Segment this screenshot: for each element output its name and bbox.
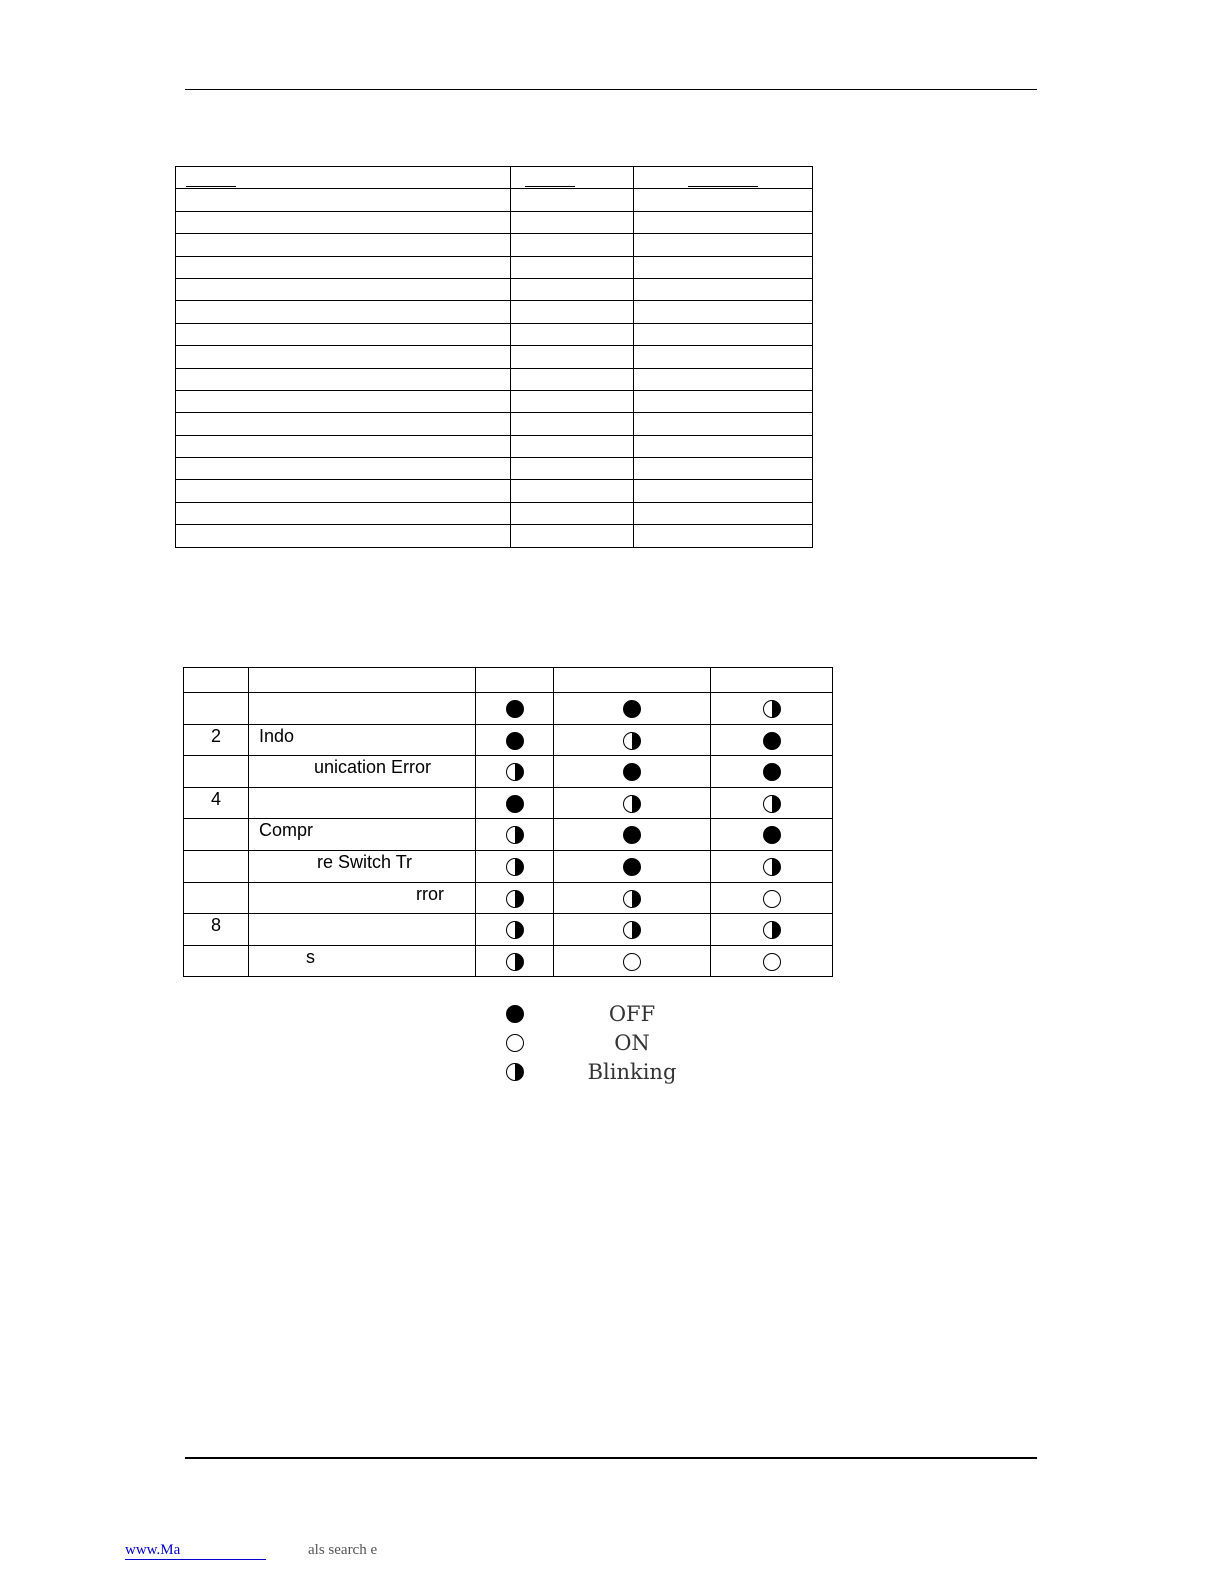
spec-cell	[176, 211, 511, 233]
led-cell	[554, 882, 711, 914]
header-underline	[688, 186, 758, 187]
error-code-table	[183, 667, 833, 977]
spec-cell	[634, 256, 813, 278]
spec-cell	[511, 502, 634, 524]
legend-on-label: ON	[614, 1031, 650, 1055]
error-description-cell: s	[249, 945, 476, 977]
spec-table-row	[176, 278, 813, 300]
led-cell	[711, 819, 833, 851]
spec-cell	[634, 301, 813, 323]
led-blinking-icon	[623, 921, 641, 939]
led-cell	[476, 756, 554, 788]
led-off-icon	[506, 795, 524, 813]
led-blinking-icon	[763, 700, 781, 718]
led-off-icon	[763, 763, 781, 781]
spec-table-row	[176, 301, 813, 323]
footer-rule	[185, 1457, 1037, 1459]
spec-table-row	[176, 234, 813, 256]
error-table-row	[184, 850, 833, 882]
led-cell	[711, 756, 833, 788]
led-cell	[476, 882, 554, 914]
error-number-cell: 2	[184, 724, 249, 756]
spec-cell	[634, 458, 813, 480]
led-blinking-icon	[506, 890, 524, 908]
led-blinking-icon	[506, 953, 524, 971]
spec-cell	[511, 368, 634, 390]
spec-cell	[511, 211, 634, 233]
footer-link[interactable]: www.Ma	[125, 1542, 266, 1560]
error-description-cell: rror	[249, 882, 476, 914]
error-table-header-row	[184, 668, 833, 693]
led-blinking-icon	[623, 890, 641, 908]
footer-text: als search e	[308, 1542, 378, 1558]
led-cell	[476, 693, 554, 725]
spec-cell	[634, 323, 813, 345]
error-table-row	[184, 819, 833, 851]
header-cell	[249, 668, 476, 693]
header-cell	[711, 668, 833, 693]
spec-cell	[511, 234, 634, 256]
spec-table-row	[176, 525, 813, 547]
led-blinking-icon	[506, 763, 524, 781]
led-cell	[554, 945, 711, 977]
spec-cell	[176, 278, 511, 300]
led-off-icon	[506, 1005, 524, 1023]
spec-cell	[511, 323, 634, 345]
header-underline	[525, 186, 575, 187]
spec-cell	[176, 301, 511, 323]
spec-table-row	[176, 346, 813, 368]
header-cell	[554, 668, 711, 693]
spec-cell	[511, 458, 634, 480]
error-description-cell	[249, 787, 476, 819]
spec-cell	[176, 323, 511, 345]
led-cell	[711, 850, 833, 882]
led-blinking-icon	[506, 1063, 524, 1081]
led-on-icon	[763, 890, 781, 908]
error-number-cell	[184, 882, 249, 914]
spec-cell	[634, 390, 813, 412]
spec-header-cell	[511, 167, 634, 189]
spec-cell	[176, 413, 511, 435]
led-cell	[554, 819, 711, 851]
spec-cell	[634, 502, 813, 524]
led-off-icon	[763, 826, 781, 844]
led-blinking-icon	[623, 795, 641, 813]
error-number-cell	[184, 945, 249, 977]
led-cell	[554, 850, 711, 882]
spec-cell	[634, 346, 813, 368]
spec-cell	[176, 525, 511, 547]
legend-off-label: OFF	[608, 1002, 656, 1026]
spec-table-row	[176, 390, 813, 412]
led-blinking-icon	[763, 858, 781, 876]
error-table-row	[184, 914, 833, 946]
header-underline	[186, 186, 236, 187]
led-cell	[554, 693, 711, 725]
spec-table-row	[176, 435, 813, 457]
led-cell	[476, 914, 554, 946]
led-cell	[476, 787, 554, 819]
error-description-cell	[249, 914, 476, 946]
spec-header-cell	[634, 167, 813, 189]
error-number-cell	[184, 850, 249, 882]
spec-cell	[634, 211, 813, 233]
spec-cell	[511, 256, 634, 278]
spec-cell	[176, 390, 511, 412]
spec-cell	[634, 435, 813, 457]
error-table-row	[184, 882, 833, 914]
led-cell	[711, 724, 833, 756]
spec-cell	[511, 189, 634, 211]
spec-cell	[176, 458, 511, 480]
led-off-icon	[623, 763, 641, 781]
spec-cell	[511, 278, 634, 300]
led-cell	[554, 756, 711, 788]
spec-cell	[176, 256, 511, 278]
spec-cell	[176, 346, 511, 368]
spec-table-row	[176, 480, 813, 502]
led-blinking-icon	[763, 795, 781, 813]
spec-header-cell	[176, 167, 511, 189]
spec-cell	[634, 368, 813, 390]
spec-table-row	[176, 502, 813, 524]
spec-cell	[511, 435, 634, 457]
led-cell	[554, 914, 711, 946]
spec-cell	[511, 525, 634, 547]
led-on-icon	[623, 953, 641, 971]
error-number-cell	[184, 756, 249, 788]
led-off-icon	[623, 700, 641, 718]
error-number-cell: 4	[184, 787, 249, 819]
header-cell	[184, 668, 249, 693]
spec-cell	[634, 480, 813, 502]
spec-table-row	[176, 458, 813, 480]
led-cell	[554, 724, 711, 756]
led-cell	[711, 693, 833, 725]
led-off-icon	[763, 732, 781, 750]
spec-cell	[176, 480, 511, 502]
spec-table	[175, 166, 813, 548]
spec-cell	[511, 480, 634, 502]
spec-cell	[634, 413, 813, 435]
spec-table-row	[176, 189, 813, 211]
spec-cell	[511, 301, 634, 323]
spec-cell	[176, 189, 511, 211]
error-table-row	[184, 787, 833, 819]
led-cell	[711, 914, 833, 946]
error-table-row	[184, 756, 833, 788]
error-number-cell: 8	[184, 914, 249, 946]
spec-cell	[176, 368, 511, 390]
spec-cell	[176, 435, 511, 457]
led-off-icon	[506, 732, 524, 750]
led-on-icon	[763, 953, 781, 971]
legend-blinking-label: Blinking	[587, 1060, 677, 1084]
led-blinking-icon	[506, 921, 524, 939]
led-cell	[476, 819, 554, 851]
spec-cell	[634, 234, 813, 256]
header-cell	[476, 668, 554, 693]
error-number-cell	[184, 693, 249, 725]
spec-cell	[634, 278, 813, 300]
error-table-row	[184, 724, 833, 756]
spec-cell	[176, 502, 511, 524]
error-table-row	[184, 693, 833, 725]
spec-cell	[511, 346, 634, 368]
led-off-icon	[623, 826, 641, 844]
spec-cell	[634, 189, 813, 211]
led-cell	[711, 882, 833, 914]
spec-table-row	[176, 413, 813, 435]
led-cell	[476, 945, 554, 977]
error-description-cell: Compr	[249, 819, 476, 851]
footer	[125, 1542, 378, 1560]
led-blinking-icon	[623, 732, 641, 750]
led-blinking-icon	[506, 858, 524, 876]
error-description-cell: re Switch Tr	[249, 850, 476, 882]
error-description-cell: unication Error	[249, 756, 476, 788]
led-blinking-icon	[506, 826, 524, 844]
spec-table-row	[176, 211, 813, 233]
led-on-icon	[506, 1034, 524, 1052]
spec-table-row	[176, 368, 813, 390]
led-cell	[711, 945, 833, 977]
led-blinking-icon	[763, 921, 781, 939]
spec-cell	[634, 525, 813, 547]
spec-table-header-row	[176, 167, 813, 189]
error-table-row	[184, 945, 833, 977]
spec-cell	[176, 234, 511, 256]
led-off-icon	[623, 858, 641, 876]
led-cell	[476, 724, 554, 756]
led-cell	[711, 787, 833, 819]
error-description-cell	[249, 693, 476, 725]
led-cell	[476, 850, 554, 882]
error-description-cell: Indo	[249, 724, 476, 756]
error-number-cell	[184, 819, 249, 851]
spec-table-row	[176, 256, 813, 278]
spec-cell	[511, 390, 634, 412]
led-off-icon	[506, 700, 524, 718]
led-cell	[554, 787, 711, 819]
spec-cell	[511, 413, 634, 435]
spec-table-row	[176, 323, 813, 345]
header-rule	[185, 89, 1037, 90]
